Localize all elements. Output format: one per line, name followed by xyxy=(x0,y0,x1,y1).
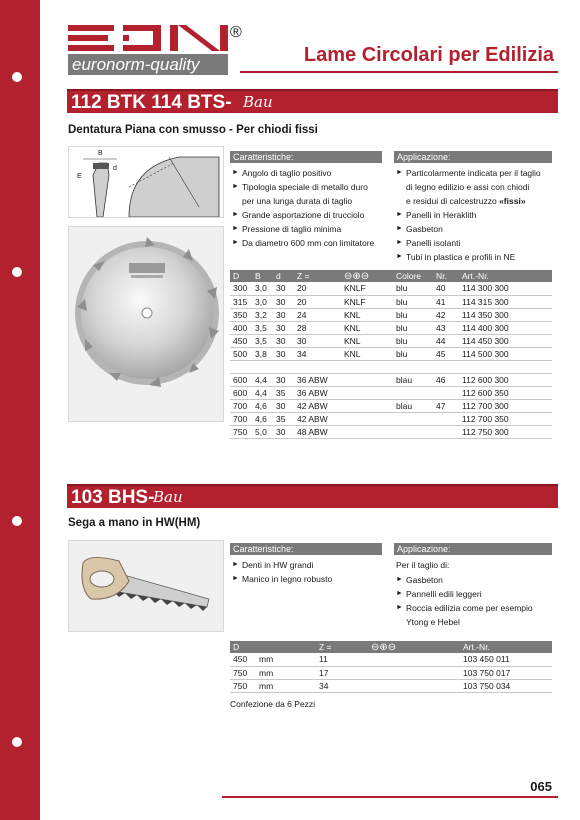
table-cell: 3,2 xyxy=(252,308,273,321)
section-code: 112 BTK 114 BTS- xyxy=(71,92,232,113)
table-cell xyxy=(433,425,459,438)
tooth-profile-icon: ⊖⊕⊖ xyxy=(344,270,370,282)
page-number: 065 xyxy=(530,779,552,794)
table-cell: 30 xyxy=(273,373,294,386)
list-item: ► Panelli isolanti xyxy=(396,238,461,248)
table-header-row xyxy=(230,641,552,653)
table-cell: 30 xyxy=(273,347,294,360)
table-cell: 36 ABW xyxy=(294,386,341,399)
table-cell: 700 xyxy=(230,399,252,412)
table-cell: blu xyxy=(393,308,433,321)
table-cell: 30 xyxy=(273,308,294,321)
brand-logo xyxy=(68,25,228,75)
bullet-arrow-icon: ► xyxy=(396,604,403,611)
bullet-arrow-icon: ► xyxy=(396,576,403,583)
tooth-geometry-icon xyxy=(69,147,224,218)
features-header: Caratteristiche: xyxy=(230,543,382,555)
table-cell: 700 xyxy=(230,412,252,425)
table-cell: 34 xyxy=(294,347,341,360)
application-header: Applicazione: xyxy=(394,543,552,555)
col-header xyxy=(256,641,316,653)
table-cell: 350 xyxy=(230,308,252,321)
table-cell: 17 xyxy=(316,666,368,679)
table-cell: 43 xyxy=(433,321,459,334)
col-header: Z = xyxy=(316,641,368,653)
table-cell: 315 xyxy=(230,295,252,308)
circular-saw-blade-icon xyxy=(69,227,224,422)
table-cell: 42 ABW xyxy=(294,399,341,412)
section-bar-btk xyxy=(67,89,558,113)
section-subtitle: Sega a mano in HW(HM) xyxy=(68,517,201,529)
spec-table-bhs xyxy=(230,641,552,693)
table-cell: 46 xyxy=(433,373,459,386)
bullet-arrow-icon: ► xyxy=(232,575,239,582)
table-cell: 30 xyxy=(273,425,294,438)
table-row xyxy=(230,295,552,308)
table-cell xyxy=(393,386,433,399)
list-item: Ytong e Hebel xyxy=(406,617,460,627)
table-cell xyxy=(433,386,459,399)
table-cell xyxy=(341,412,393,425)
table-cell: 3,5 xyxy=(252,321,273,334)
table-cell: 30 xyxy=(273,282,294,295)
list-item: ► Manico in legno robusto xyxy=(232,574,333,584)
table-header-row xyxy=(230,270,552,282)
table-cell: 114 315 300 xyxy=(459,295,552,308)
table-cell xyxy=(341,386,393,399)
table-cell: 112 750 300 xyxy=(459,425,552,438)
hand-saw-icon xyxy=(69,541,224,632)
table-cell xyxy=(230,360,552,373)
features-list xyxy=(232,166,384,250)
table-cell: 114 500 300 xyxy=(459,347,552,360)
col-header: D xyxy=(230,270,252,282)
col-header: Art.-Nr. xyxy=(459,270,552,282)
table-cell: blu xyxy=(393,282,433,295)
table-cell: 3,5 xyxy=(252,334,273,347)
dim-label-d: d xyxy=(113,165,117,172)
section-subtitle: Dentatura Piana con smusso - Per chiodi fissi xyxy=(68,124,318,136)
table-cell: 4,4 xyxy=(252,373,273,386)
table-cell: 3,0 xyxy=(252,282,273,295)
table-cell: mm xyxy=(256,666,316,679)
table-cell: KNLF xyxy=(341,295,393,308)
table-cell: KNL xyxy=(341,308,393,321)
table-row xyxy=(230,373,552,386)
list-item: ► Da diametro 600 mm con limitatore xyxy=(232,238,375,248)
table-cell: 103 750 034 xyxy=(460,679,552,692)
spec-table-btk xyxy=(230,270,552,439)
table-cell xyxy=(341,399,393,412)
table-cell: 28 xyxy=(294,321,341,334)
list-item: ► Angolo di taglio positivo xyxy=(232,168,332,178)
table-row xyxy=(230,679,552,692)
bullet-arrow-icon: ► xyxy=(232,183,239,190)
table-cell: 48 ABW xyxy=(294,425,341,438)
col-header: D xyxy=(230,641,256,653)
table-cell: 600 xyxy=(230,386,252,399)
table-row xyxy=(230,347,552,360)
table-cell: 47 xyxy=(433,399,459,412)
table-row xyxy=(230,425,552,438)
table-row xyxy=(230,334,552,347)
bullet-arrow-icon: ► xyxy=(232,239,239,246)
table-cell xyxy=(341,373,393,386)
table-row xyxy=(230,282,552,295)
table-cell: 600 xyxy=(230,373,252,386)
col-header xyxy=(368,641,460,653)
section-bar-bhs xyxy=(67,484,558,508)
table-cell xyxy=(368,666,460,679)
table-cell: 300 xyxy=(230,282,252,295)
table-cell: 450 xyxy=(230,653,256,666)
table-cell: 44 xyxy=(433,334,459,347)
list-item: ► Roccia edilizia come per esempio xyxy=(396,603,533,613)
table-cell xyxy=(433,412,459,425)
packaging-note: Confezione da 6 Pezzi xyxy=(230,699,316,709)
table-cell: 750 xyxy=(230,679,256,692)
list-item: di legno edilizio e assi con chiodi xyxy=(406,182,530,192)
list-item: ► Panelli in Heraklith xyxy=(396,210,477,220)
table-cell: blu xyxy=(393,295,433,308)
binder-hole xyxy=(12,737,22,747)
table-cell: 750 xyxy=(230,425,252,438)
bullet-arrow-icon: ► xyxy=(232,211,239,218)
table-cell: 34 xyxy=(316,679,368,692)
table-cell: 40 xyxy=(433,282,459,295)
table-cell: blu xyxy=(393,347,433,360)
table-cell: 30 xyxy=(273,334,294,347)
table-cell xyxy=(393,425,433,438)
table-cell: blau xyxy=(393,373,433,386)
table-cell: 42 ABW xyxy=(294,412,341,425)
application-list xyxy=(396,166,554,264)
features-list xyxy=(232,558,384,586)
bullet-arrow-icon: ► xyxy=(396,211,403,218)
table-cell: 20 xyxy=(294,295,341,308)
table-cell: KNL xyxy=(341,347,393,360)
table-cell: 112 600 350 xyxy=(459,386,552,399)
bullet-arrow-icon: ► xyxy=(232,169,239,176)
dim-label-e: E xyxy=(77,173,82,180)
table-cell: 500 xyxy=(230,347,252,360)
bullet-arrow-icon: ► xyxy=(396,225,403,232)
table-cell: 30 xyxy=(294,334,341,347)
table-row xyxy=(230,412,552,425)
bullet-arrow-icon: ► xyxy=(232,225,239,232)
col-header: Colore xyxy=(393,270,433,282)
table-cell: 35 xyxy=(273,386,294,399)
table-cell: 5,0 xyxy=(252,425,273,438)
list-item: ► Gasbeton xyxy=(396,575,443,585)
table-cell: 24 xyxy=(294,308,341,321)
table-cell: 103 750 017 xyxy=(460,666,552,679)
brand-tagline: euronorm-quality xyxy=(68,54,228,75)
hand-saw-image xyxy=(68,540,224,632)
table-cell: 112 700 350 xyxy=(459,412,552,425)
table-row xyxy=(230,308,552,321)
binder-hole xyxy=(12,72,22,82)
bullet-arrow-icon: ► xyxy=(396,590,403,597)
table-cell: 114 350 300 xyxy=(459,308,552,321)
table-cell: blau xyxy=(393,399,433,412)
saw-blade-image xyxy=(68,226,224,422)
tooth-diagram xyxy=(68,146,224,218)
application-header: Applicazione: xyxy=(394,151,552,163)
footer-rule xyxy=(222,796,558,798)
features-header: Caratteristiche: xyxy=(230,151,382,163)
section-script: Bau xyxy=(243,93,273,111)
table-cell: 3,8 xyxy=(252,347,273,360)
table-cell: KNLF xyxy=(341,282,393,295)
binder-hole xyxy=(12,267,22,277)
list-item: ► Tubi in plastica e profili in NE xyxy=(396,252,516,262)
table-row xyxy=(230,386,552,399)
table-cell: 112 700 300 xyxy=(459,399,552,412)
bullet-arrow-icon: ► xyxy=(396,239,403,246)
dim-label-b: B xyxy=(98,150,103,157)
table-cell: 4,4 xyxy=(252,386,273,399)
col-header: B xyxy=(252,270,273,282)
registered-mark: ® xyxy=(230,24,242,41)
list-item: e residui di calcestruzzo «fissi» xyxy=(406,196,526,206)
table-cell: 36 ABW xyxy=(294,373,341,386)
table-cell: 4,6 xyxy=(252,399,273,412)
table-cell: blu xyxy=(393,321,433,334)
col-header xyxy=(341,270,393,282)
table-cell xyxy=(393,412,433,425)
bullet-arrow-icon: ► xyxy=(396,169,403,176)
list-item: ► Denti in HW grandi xyxy=(232,560,314,570)
table-cell: 3,0 xyxy=(252,295,273,308)
binder-spine xyxy=(0,0,40,820)
list-item: ► Particolarmente indicata per il taglio xyxy=(396,168,541,178)
table-cell: 114 400 300 xyxy=(459,321,552,334)
table-cell: 45 xyxy=(433,347,459,360)
list-item: ► Grande asportazione di trucciolo xyxy=(232,210,365,220)
table-row xyxy=(230,321,552,334)
table-row xyxy=(230,399,552,412)
table-cell xyxy=(368,679,460,692)
table-cell: 114 300 300 xyxy=(459,282,552,295)
bullet-arrow-icon: ► xyxy=(396,253,403,260)
col-header: d xyxy=(273,270,294,282)
table-cell: 750 xyxy=(230,666,256,679)
bullet-arrow-icon: ► xyxy=(232,561,239,568)
table-row xyxy=(230,653,552,666)
table-cell: 30 xyxy=(273,321,294,334)
header-rule xyxy=(240,71,558,73)
table-cell: 103 450 011 xyxy=(460,653,552,666)
page-title: Lame Circolari per Edilizia xyxy=(303,44,554,66)
list-item: per una lunga durata di taglio xyxy=(242,196,353,206)
table-cell: 114 450 300 xyxy=(459,334,552,347)
table-cell: 4,6 xyxy=(252,412,273,425)
table-cell xyxy=(368,653,460,666)
application-list xyxy=(396,573,554,629)
table-cell: mm xyxy=(256,653,316,666)
table-cell: 11 xyxy=(316,653,368,666)
application-intro: Per il taglio di: xyxy=(396,560,450,570)
section-script: Bau xyxy=(153,488,183,506)
col-header: Art.-Nr. xyxy=(460,641,552,653)
section-code: 103 BHS- xyxy=(71,487,155,508)
table-cell: KNL xyxy=(341,321,393,334)
table-spacer-row xyxy=(230,360,552,373)
table-cell xyxy=(341,425,393,438)
table-cell: 30 xyxy=(273,295,294,308)
table-cell: 450 xyxy=(230,334,252,347)
table-cell: 112 600 300 xyxy=(459,373,552,386)
table-cell: KNL xyxy=(341,334,393,347)
col-header: Nr. xyxy=(433,270,459,282)
table-cell: 41 xyxy=(433,295,459,308)
list-item: ► Pannelli edili leggeri xyxy=(396,589,482,599)
tooth-profile-icon: ⊖⊕⊖ xyxy=(371,641,397,653)
table-cell: 42 xyxy=(433,308,459,321)
list-item: ► Pressione di taglio minima xyxy=(232,224,342,234)
table-cell: 20 xyxy=(294,282,341,295)
list-item: ► Tipologia speciale di metallo duro xyxy=(232,182,368,192)
table-cell: 30 xyxy=(273,399,294,412)
binder-hole xyxy=(12,516,22,526)
table-cell: mm xyxy=(256,679,316,692)
table-cell: blu xyxy=(393,334,433,347)
list-item: ► Gasbeton xyxy=(396,224,443,234)
col-header: Z = xyxy=(294,270,341,282)
table-cell: 400 xyxy=(230,321,252,334)
table-cell: 35 xyxy=(273,412,294,425)
table-row xyxy=(230,666,552,679)
edn-wordmark xyxy=(68,25,228,51)
